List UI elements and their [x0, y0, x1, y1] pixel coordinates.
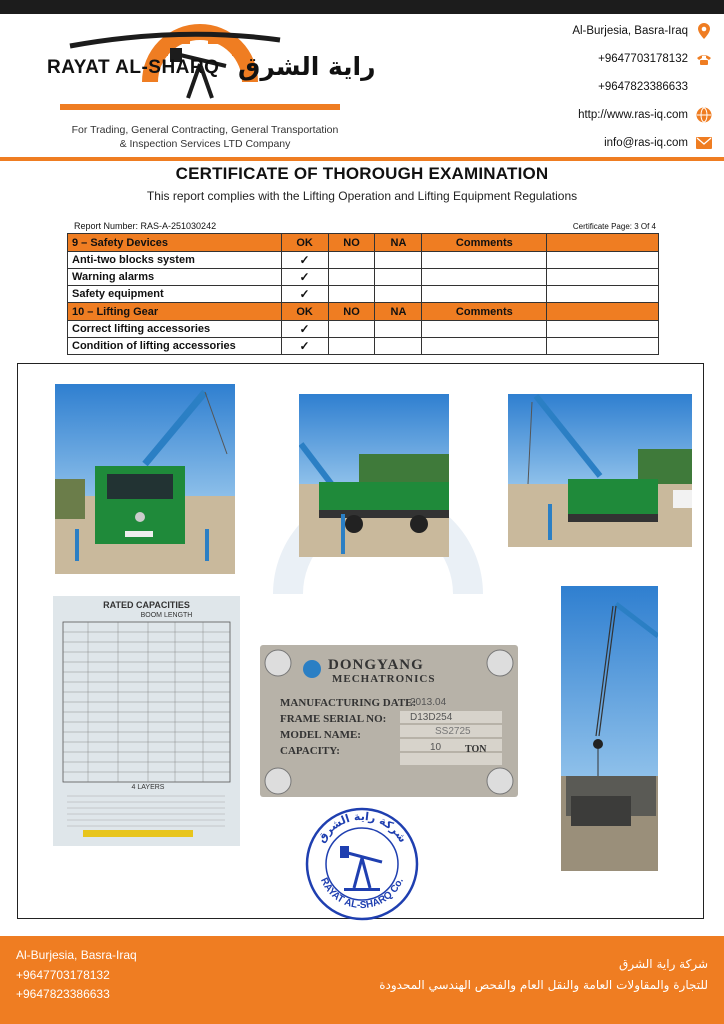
footer-contacts: [16, 946, 137, 1005]
address-text: Al-Burjesia, Basra-Iraq: [572, 25, 688, 37]
capacity-chart-footer: 4 LAYERS: [131, 784, 165, 791]
header-divider: [0, 157, 724, 161]
contact-address: [412, 22, 712, 40]
report-number: Report Number: RAS-A-251030242: [74, 221, 217, 231]
nameplate-field: MANUFACTURING DATE:: [280, 697, 417, 709]
section-title: 10 – Lifting Gear: [68, 303, 282, 321]
photo-truck-side: [299, 394, 449, 557]
ok-check: ✓: [281, 252, 328, 269]
nameplate-value: 10: [430, 742, 442, 753]
section-header-lifting-gear: [68, 303, 659, 321]
ok-check: ✓: [281, 338, 328, 355]
nameplate-value: SS2725: [435, 726, 471, 737]
col-ok: OK: [281, 303, 328, 321]
table-row: [68, 321, 659, 338]
row-label: Warning alarms: [68, 269, 282, 286]
table-row: [68, 269, 659, 286]
col-ok: OK: [281, 234, 328, 252]
col-na: NA: [375, 303, 422, 321]
nameplate-brand-sub: MECHATRONICS: [332, 673, 436, 685]
nameplate-field: CAPACITY:: [280, 745, 340, 757]
company-name-en: RAYAT AL-SHARQ: [47, 57, 220, 78]
footer-ar-line-1: شركة راية الشرق: [619, 957, 708, 971]
company-name-ar: راية الشرق: [238, 52, 376, 81]
company-stamp: [304, 806, 420, 922]
footer-ar-line-2: للتجارة والمقاولات العامة والنقل العام والفحص الهندسي المحدودة: [379, 978, 708, 992]
col-comments: Comments: [422, 303, 547, 321]
section-header-safety-devices: [68, 234, 659, 252]
website-link[interactable]: http://www.ras-iq.com: [578, 109, 688, 121]
table-row: [68, 252, 659, 269]
contact-phone-2[interactable]: [412, 78, 712, 96]
col-no: NO: [328, 234, 375, 252]
footer: [0, 936, 724, 1024]
stamp-arabic: شركة راية الشرق: [314, 809, 410, 845]
nameplate-value: 2013.04: [410, 697, 447, 708]
globe-icon: [696, 107, 712, 123]
footer-address: Al-Burjesia, Basra-Iraq: [16, 948, 137, 962]
top-bar: [0, 0, 724, 14]
nameplate-unit: TON: [465, 744, 487, 755]
photo-crane-hook: [561, 586, 658, 871]
tagline-line-1: For Trading, General Contracting, General Transportation: [71, 124, 339, 136]
table-row: [68, 338, 659, 355]
phone-1-text: +9647703178132: [598, 53, 688, 65]
row-label: Correct lifting accessories: [68, 321, 282, 338]
col-comments: Comments: [422, 234, 547, 252]
row-label: Condition of lifting accessories: [68, 338, 282, 355]
nameplate-field: FRAME SERIAL NO:: [280, 713, 387, 725]
examination-table: [67, 233, 659, 355]
contact-phone-1[interactable]: [412, 50, 712, 68]
photo-truck-front: [55, 384, 235, 574]
footer-phone-2[interactable]: +9647823386633: [16, 987, 110, 1001]
envelope-icon: [696, 135, 712, 151]
contact-email[interactable]: [412, 134, 712, 152]
nameplate-brand: DONGYANG: [328, 657, 424, 673]
location-pin-icon: [696, 23, 712, 39]
photo-truck-rear: [508, 394, 692, 547]
col-na: NA: [375, 234, 422, 252]
capacity-chart-subtitle: BOOM LENGTH: [140, 612, 193, 619]
stamp-english: RAYAT AL-SHARQ Co.: [318, 876, 406, 912]
footer-phone-1[interactable]: +9647703178132: [16, 967, 110, 982]
ok-check: ✓: [281, 286, 328, 303]
certificate-page: Certificate Page: 3 Of 4: [572, 222, 656, 231]
photo-capacity-chart: [53, 596, 240, 846]
photo-nameplate: [260, 645, 518, 797]
document-title: CERTIFICATE OF THOROUGH EXAMINATION: [175, 164, 549, 183]
phone-2-text: +9647823386633: [598, 81, 688, 93]
table-row: [68, 286, 659, 303]
company-tagline: [40, 123, 370, 151]
nameplate-value: D13D254: [410, 712, 453, 723]
email-link[interactable]: info@ras-iq.com: [604, 137, 688, 149]
telephone-icon: [696, 51, 712, 67]
contact-website[interactable]: [412, 106, 712, 124]
document-subtitle: This report complies with the Lifting Operation and Lifting Equipment Regulations: [146, 189, 578, 203]
section-title: 9 – Safety Devices: [68, 234, 282, 252]
capacity-chart-title: RATED CAPACITIES: [103, 600, 190, 610]
tagline-line-2: & Inspection Services LTD Company: [119, 138, 291, 150]
ok-check: ✓: [281, 321, 328, 338]
row-label: Anti-two blocks system: [68, 252, 282, 269]
ok-check: ✓: [281, 269, 328, 286]
row-label: Safety equipment: [68, 286, 282, 303]
nameplate-field: MODEL NAME:: [280, 729, 361, 741]
footer-arabic-name: [379, 954, 708, 996]
col-no: NO: [328, 303, 375, 321]
